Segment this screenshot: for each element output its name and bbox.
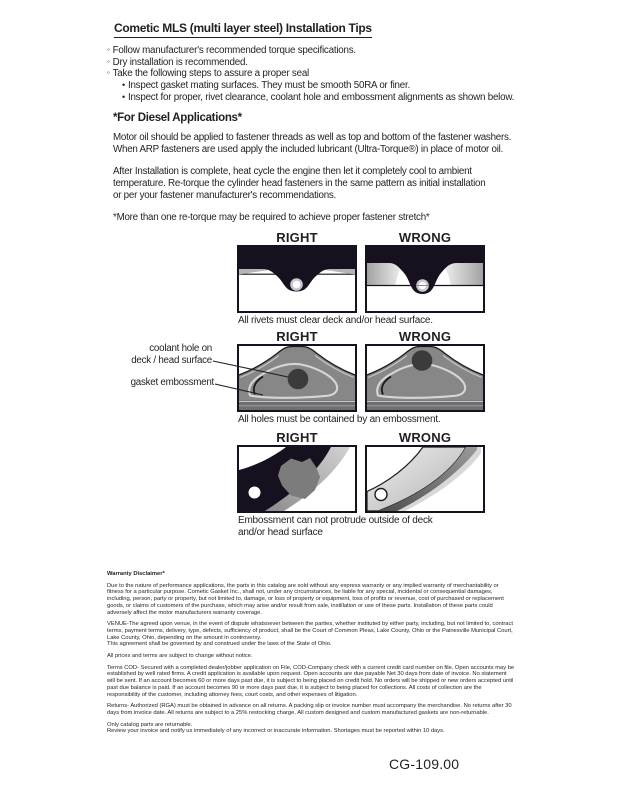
- rivet-right-diagram: [237, 245, 357, 313]
- rivet-diagram-group: [237, 230, 485, 327]
- coolant-hole-callout: coolant hole on deck / head surface: [131, 343, 212, 366]
- embossment-right-illustration: [239, 447, 355, 511]
- legal-paragraph: This agreement shall be governed by and construed under the laws of the State of Ohio.: [107, 641, 332, 648]
- legal-paragraph: All prices and terms are subject to change without notice.: [107, 653, 253, 660]
- bullet-icon: •: [122, 80, 125, 91]
- holes-wrong-illustration: [367, 346, 483, 410]
- legal-paragraph: Due to the nature of performance applications, the parts in this catalog are sold without any express warranty or any implied warranty of merchantability or fitness for a particular purpose. Cometic Gasket Inc., shall not, under any circumstances, be liable for any special, incidental or consequential damages, including, person, party or property, but not limited to, damage, or loss of property or equipment, loss of profits or revenue, cost of purchased or replacement goods, or claims of customers of the purchase, which may arise and/or result from sale, instillation or use of these parts. Installation of these parts could adversely affect the motor manufacturers warranty coverage.: [107, 582, 504, 616]
- bullet-icon: ◦: [107, 68, 110, 78]
- legal-paragraph: Only catalog parts are returnable.: [107, 721, 193, 728]
- holes-right-diagram: [237, 344, 357, 412]
- legal-paragraph: Review your invoice and notify us immediately of any incorrect or inaccurate information. Shortages must be reported within 10 days.: [107, 728, 445, 735]
- bullet-icon: ◦: [107, 56, 110, 66]
- gasket-embossment-callout: gasket embossment: [130, 377, 214, 388]
- embossment-diagram-group: [237, 430, 485, 539]
- warranty-disclaimer-section: [107, 571, 515, 740]
- wrong-label: WRONG: [398, 329, 452, 344]
- diesel-section: [113, 112, 511, 233]
- diagram-caption: All rivets must clear deck and/or head surface.: [238, 315, 433, 326]
- page-title: Cometic MLS (multi layer steel) Installation Tips: [114, 21, 372, 35]
- bullet-icon: •: [122, 91, 125, 102]
- right-label: RIGHT: [276, 430, 318, 445]
- embossment-wrong-diagram: [365, 445, 485, 513]
- rivet-right-illustration: [239, 247, 355, 311]
- holes-diagram-group: [237, 329, 485, 426]
- diagram-caption: Embossment can not protrude outside of deck and/or head surface: [238, 515, 433, 538]
- installation-tips-list: [107, 45, 514, 104]
- sub-list-item: • Inspect gasket mating surfaces. They must be smooth 50RA or finer.: [122, 80, 411, 92]
- legal-paragraph: Terms COD- Secured with a completed dealer/jobber application on File, COD-Company check with a current credit card number on file. Open accounts may be established by well rated firms. A credit application is available upon request. Open accounts are due payable Net 30 days from date of invoice. No statement will be sent. If an account becomes 60 or more days past due, it is subject to being placed on credit hold. No orders will be shipped or new orders accepted until past due balance is paid. If an account becomes 90 or more days past due, it is subject to being placed for collections. All costs of collection are the responsibility of the customer, including attorney fees, court costs, and other expenses of litigation.: [107, 664, 515, 698]
- rivet-wrong-illustration: [367, 247, 483, 311]
- page-number: CG-109.00: [389, 756, 460, 772]
- list-item: ◦ Take the following steps to assure a proper seal: [107, 68, 310, 80]
- embossment-wrong-illustration: [367, 447, 483, 511]
- legal-heading: Warranty Disclaimer*: [107, 571, 165, 577]
- sub-list-item: • Inspect for proper, rivet clearance, coolant hole and embossment alignments as shown below.: [122, 91, 515, 103]
- legal-paragraph: VENUE-The agreed upon venue, in the event of dispute whatsoever between the parties, whether instituted by either party, including, but not limited to, contract terms, payment terms, delivery, type, defects, sufficiency of product, shall be the Court of Common Pleas, Lake County, Ohio or the Painesville Municipal Court, Lake County, Ohio, depending on the amount in controversy.: [107, 621, 513, 641]
- holes-right-illustration: [239, 346, 355, 410]
- right-label: RIGHT: [276, 230, 318, 245]
- paragraph: After Installation is complete, heat cycle the engine then let it completely cool to ambient temperature. Re-torque the cylinder head fasteners in the same pattern as initial installation or per your fastener manufacturer's recommendations.: [113, 165, 486, 201]
- list-item: ◦ Dry installation is recommended.: [107, 56, 248, 68]
- list-item: ◦ Follow manufacturer's recommended torque specifications.: [107, 45, 356, 56]
- wrong-label: WRONG: [398, 430, 452, 445]
- legal-paragraph: Returns- Authorized (RGA) must be obtained in advance on all returns. A packing slip or invoice number must accompany the merchandise. No returns after 30 days from invoice date. All returns are subject to a 25% restocking charge. All custom designed and custom manufactured gaskets are non-returnable.: [107, 703, 512, 716]
- diagram-caption: All holes must be contained by an embossment.: [238, 414, 441, 425]
- paragraph: Motor oil should be applied to fastener threads as well as top and bottom of the fastener washers. When ARP fasteners are used apply the included lubricant (Ultra-Torque®) in place of motor oil.: [113, 132, 512, 156]
- wrong-label: WRONG: [398, 230, 452, 245]
- rivet-wrong-diagram: [365, 245, 485, 313]
- retorque-note: *More than one re-torque may be required to achieve proper fastener stretch*: [113, 211, 430, 223]
- right-label: RIGHT: [276, 329, 318, 344]
- holes-wrong-diagram: [365, 344, 485, 412]
- section-heading: *For Diesel Applications*: [113, 112, 242, 124]
- embossment-right-diagram: [237, 445, 357, 513]
- bullet-icon: ◦: [107, 45, 110, 54]
